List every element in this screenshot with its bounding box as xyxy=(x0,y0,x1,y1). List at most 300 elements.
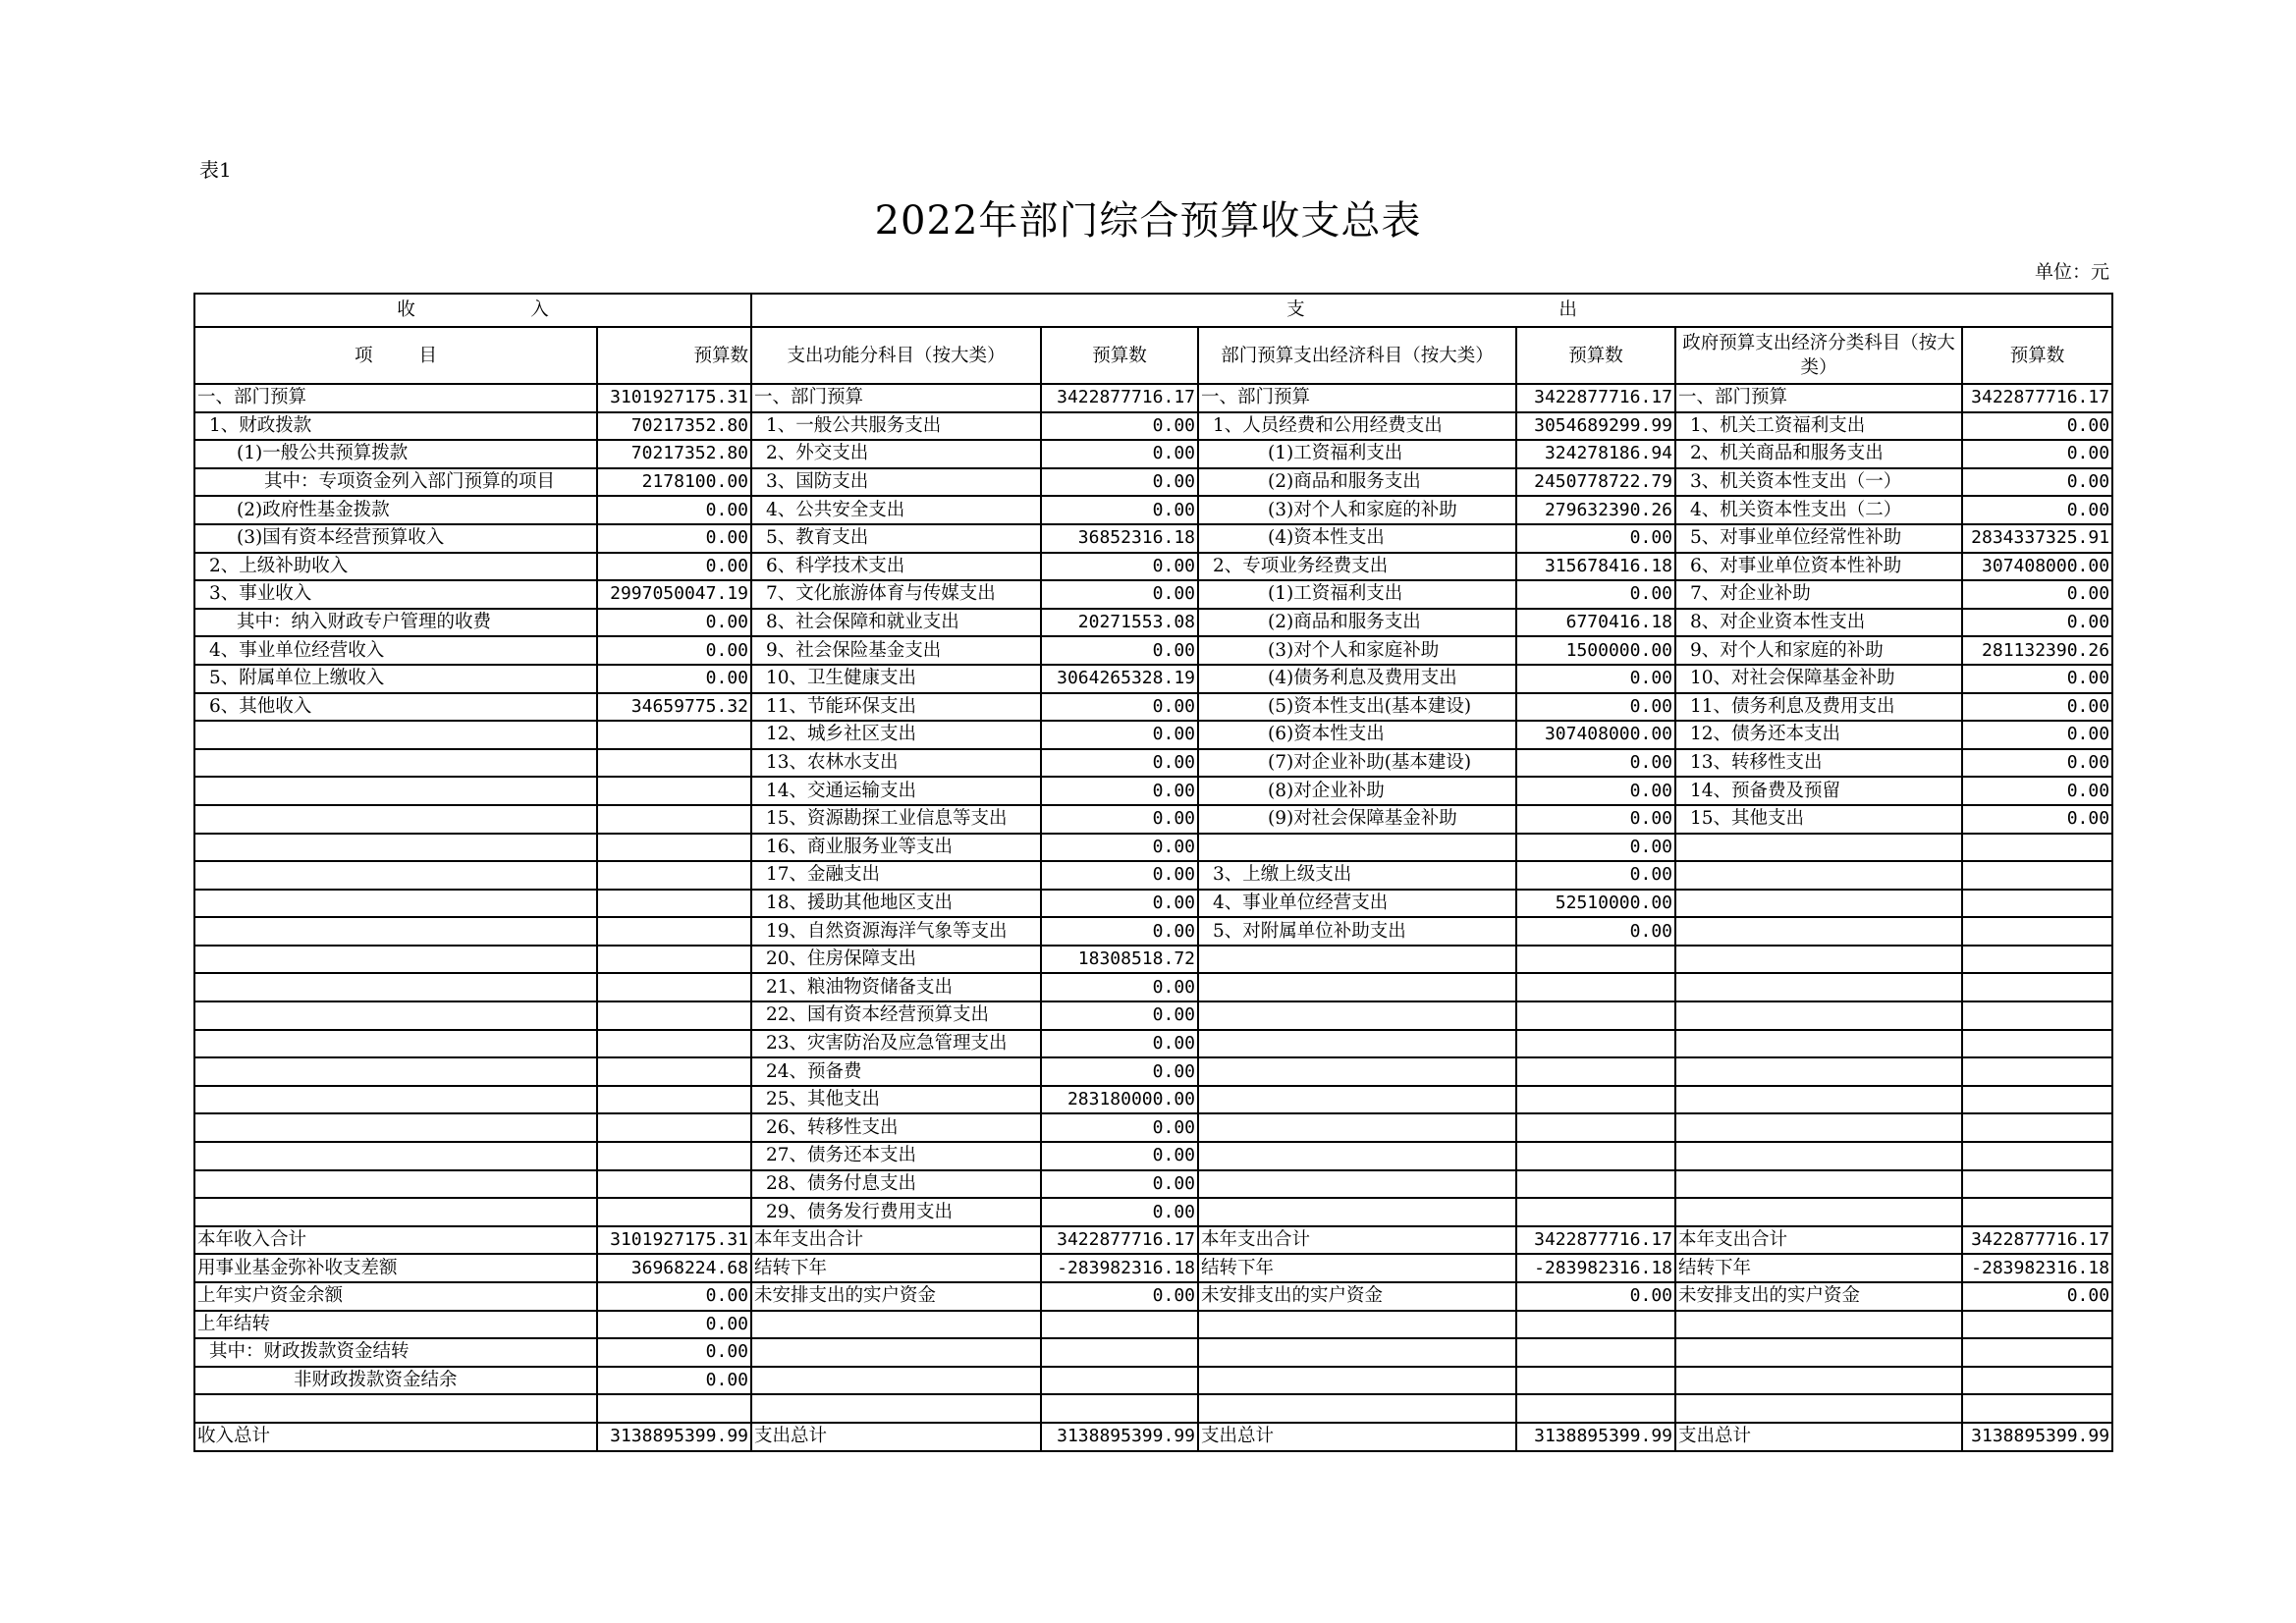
item-cell xyxy=(1198,946,1516,974)
item-cell xyxy=(751,1394,1041,1423)
item-cell: 19、自然资源海洋气象等支出 xyxy=(751,917,1041,946)
amount-cell: 0.00 xyxy=(1041,1142,1198,1170)
item-cell: 本年支出合计 xyxy=(1198,1226,1516,1255)
amount-cell: 0.00 xyxy=(1516,1282,1675,1311)
amount-cell xyxy=(1962,946,2112,974)
amount-cell: 0.00 xyxy=(1516,580,1675,609)
amount-cell: 0.00 xyxy=(1516,834,1675,862)
item-cell: 4、事业单位经营支出 xyxy=(1198,890,1516,918)
item-cell xyxy=(1675,1001,1962,1030)
item-cell: 1、财政拨款 xyxy=(194,412,597,441)
amount-cell xyxy=(1516,1367,1675,1395)
item-cell xyxy=(194,777,597,805)
item-cell xyxy=(1675,1113,1962,1142)
amount-cell: 0.00 xyxy=(1041,777,1198,805)
table-row xyxy=(194,917,2112,946)
amount-cell xyxy=(597,721,751,749)
item-cell: (4)债务利息及费用支出 xyxy=(1198,665,1516,693)
item-cell: 7、对企业补助 xyxy=(1675,580,1962,609)
item-cell xyxy=(751,1311,1041,1339)
item-cell: 支出总计 xyxy=(1675,1423,1962,1451)
item-cell xyxy=(194,805,597,834)
amount-cell: 36968224.68 xyxy=(597,1254,751,1282)
table-row xyxy=(194,665,2112,693)
amount-cell xyxy=(1516,1113,1675,1142)
amount-cell xyxy=(1516,946,1675,974)
item-cell: 13、转移性支出 xyxy=(1675,749,1962,778)
item-cell: 9、对个人和家庭的补助 xyxy=(1675,636,1962,665)
item-cell xyxy=(1198,1057,1516,1086)
amount-cell xyxy=(1516,1086,1675,1114)
item-cell xyxy=(1198,973,1516,1001)
item-cell xyxy=(194,1086,597,1114)
table-row xyxy=(194,1254,2112,1282)
item-cell xyxy=(1198,1367,1516,1395)
amount-cell xyxy=(1962,973,2112,1001)
amount-cell: 0.00 xyxy=(1041,412,1198,441)
item-cell: 本年支出合计 xyxy=(751,1226,1041,1255)
item-cell xyxy=(1198,1001,1516,1030)
amount-cell: 0.00 xyxy=(1041,973,1198,1001)
amount-cell xyxy=(1962,1338,2112,1367)
amount-cell: 3422877716.17 xyxy=(1041,384,1198,412)
item-cell xyxy=(194,1170,597,1199)
table-row xyxy=(194,1423,2112,1451)
amount-cell: 0.00 xyxy=(597,1311,751,1339)
amount-cell: -283982316.18 xyxy=(1041,1254,1198,1282)
item-cell: 收入总计 xyxy=(194,1423,597,1451)
item-cell xyxy=(194,1394,597,1423)
amount-cell: 2834337325.91 xyxy=(1962,524,2112,553)
amount-cell xyxy=(597,861,751,890)
amount-cell: 2450778722.79 xyxy=(1516,468,1675,497)
amount-cell: 0.00 xyxy=(597,1338,751,1367)
amount-cell: 3422877716.17 xyxy=(1962,1226,2112,1255)
amount-cell xyxy=(1962,890,2112,918)
table-row xyxy=(194,496,2112,524)
table-row xyxy=(194,580,2112,609)
amount-cell: 0.00 xyxy=(1041,749,1198,778)
table-row xyxy=(194,1057,2112,1086)
item-cell: (2)商品和服务支出 xyxy=(1198,609,1516,637)
amount-cell: 0.00 xyxy=(1041,861,1198,890)
amount-cell: 3422877716.17 xyxy=(1516,1226,1675,1255)
item-cell xyxy=(194,1057,597,1086)
amount-cell xyxy=(1962,1113,2112,1142)
table-row xyxy=(194,1030,2112,1058)
amount-cell xyxy=(1962,1367,2112,1395)
item-cell: (2)商品和服务支出 xyxy=(1198,468,1516,497)
amount-cell: 0.00 xyxy=(1962,609,2112,637)
item-cell: 用事业基金弥补收支差额 xyxy=(194,1254,597,1282)
item-cell: 4、机关资本性支出（二） xyxy=(1675,496,1962,524)
amount-cell xyxy=(1516,1030,1675,1058)
item-cell: 其中：纳入财政专户管理的收费 xyxy=(194,609,597,637)
amount-cell: 0.00 xyxy=(1041,468,1198,497)
amount-cell xyxy=(597,777,751,805)
item-cell xyxy=(194,946,597,974)
amount-cell xyxy=(1516,1311,1675,1339)
item-cell: 上年结转 xyxy=(194,1311,597,1339)
item-cell: 27、债务还本支出 xyxy=(751,1142,1041,1170)
amount-cell xyxy=(597,834,751,862)
item-cell: 支出总计 xyxy=(751,1423,1041,1451)
item-cell: (2)政府性基金拨款 xyxy=(194,496,597,524)
item-cell xyxy=(194,1142,597,1170)
item-cell: 2、专项业务经费支出 xyxy=(1198,553,1516,581)
item-cell: (1)工资福利支出 xyxy=(1198,580,1516,609)
functional-header: 支出功能分科目（按大类） xyxy=(751,327,1041,384)
amount-cell: 0.00 xyxy=(1041,1001,1198,1030)
item-cell: 本年收入合计 xyxy=(194,1226,597,1255)
amount-cell: 3422877716.17 xyxy=(1962,384,2112,412)
amount-cell: 0.00 xyxy=(1516,777,1675,805)
amount-cell: 0.00 xyxy=(597,665,751,693)
amount-cell xyxy=(1962,1198,2112,1226)
amount-cell xyxy=(1516,1142,1675,1170)
item-cell: 5、对事业单位经常性补助 xyxy=(1675,524,1962,553)
amount-cell xyxy=(597,1030,751,1058)
item-cell xyxy=(194,973,597,1001)
item-cell: 1、人员经费和公用经费支出 xyxy=(1198,412,1516,441)
item-cell xyxy=(1198,1198,1516,1226)
item-cell: (1)工资福利支出 xyxy=(1198,440,1516,468)
item-cell xyxy=(1198,1113,1516,1142)
item-cell: 15、资源勘探工业信息等支出 xyxy=(751,805,1041,834)
item-cell xyxy=(1198,834,1516,862)
table-row xyxy=(194,805,2112,834)
amount-cell: 0.00 xyxy=(1041,1198,1198,1226)
item-cell: 29、债务发行费用支出 xyxy=(751,1198,1041,1226)
amount-cell xyxy=(597,946,751,974)
item-cell: 16、商业服务业等支出 xyxy=(751,834,1041,862)
amount-cell xyxy=(1962,1001,2112,1030)
item-cell: 11、债务利息及费用支出 xyxy=(1675,693,1962,722)
item-cell: 一、部门预算 xyxy=(194,384,597,412)
item-cell xyxy=(194,834,597,862)
amount-cell: 0.00 xyxy=(1516,861,1675,890)
amount-cell: 0.00 xyxy=(1516,917,1675,946)
item-cell: 4、事业单位经营收入 xyxy=(194,636,597,665)
item-header: 项 目 xyxy=(194,327,597,384)
item-cell: (1)一般公共预算拨款 xyxy=(194,440,597,468)
page-title: 2022年部门综合预算收支总表 xyxy=(874,198,1422,243)
item-cell xyxy=(1198,1338,1516,1367)
item-cell xyxy=(1675,1057,1962,1086)
item-cell xyxy=(1675,946,1962,974)
header-row-top xyxy=(194,294,2112,327)
table-row xyxy=(194,468,2112,497)
amount-cell: 0.00 xyxy=(597,1282,751,1311)
amount-cell: 0.00 xyxy=(597,609,751,637)
item-cell xyxy=(1675,1311,1962,1339)
item-cell xyxy=(1675,917,1962,946)
header-row-sub xyxy=(194,327,2112,384)
amount-cell xyxy=(1962,1142,2112,1170)
item-cell xyxy=(1198,1394,1516,1423)
item-cell: 4、公共安全支出 xyxy=(751,496,1041,524)
amount-header: 预算数 xyxy=(1962,327,2112,384)
item-cell: 结转下年 xyxy=(1675,1254,1962,1282)
item-cell: 2、上级补助收入 xyxy=(194,553,597,581)
item-cell xyxy=(194,1113,597,1142)
amount-cell: 3422877716.17 xyxy=(1041,1226,1198,1255)
item-cell: 未安排支出的实户资金 xyxy=(1675,1282,1962,1311)
item-cell xyxy=(194,721,597,749)
amount-cell: 0.00 xyxy=(1516,749,1675,778)
item-cell: 9、社会保险基金支出 xyxy=(751,636,1041,665)
item-cell: (9)对社会保障基金补助 xyxy=(1198,805,1516,834)
amount-cell: 0.00 xyxy=(1041,1282,1198,1311)
item-cell xyxy=(194,917,597,946)
item-cell xyxy=(1675,973,1962,1001)
amount-cell xyxy=(597,1198,751,1226)
item-cell xyxy=(1675,1338,1962,1367)
amount-cell: 70217352.80 xyxy=(597,412,751,441)
amount-cell: 0.00 xyxy=(1962,721,2112,749)
item-cell xyxy=(1198,1170,1516,1199)
item-cell: 3、上缴上级支出 xyxy=(1198,861,1516,890)
table-row xyxy=(194,524,2112,553)
table-row xyxy=(194,1338,2112,1367)
item-cell: 28、债务付息支出 xyxy=(751,1170,1041,1199)
table-row xyxy=(194,412,2112,441)
amount-cell: 315678416.18 xyxy=(1516,553,1675,581)
item-cell: 非财政拨款资金结余 xyxy=(194,1367,597,1395)
item-cell: 1、机关工资福利支出 xyxy=(1675,412,1962,441)
item-cell: 10、对社会保障基金补助 xyxy=(1675,665,1962,693)
table-row xyxy=(194,721,2112,749)
item-cell xyxy=(194,890,597,918)
amount-cell: 307408000.00 xyxy=(1516,721,1675,749)
item-cell: 6、其他收入 xyxy=(194,693,597,722)
amount-cell xyxy=(1962,1170,2112,1199)
amount-cell: 34659775.32 xyxy=(597,693,751,722)
table-row xyxy=(194,749,2112,778)
amount-cell: 0.00 xyxy=(1041,553,1198,581)
amount-cell: 0.00 xyxy=(1041,890,1198,918)
item-cell: 13、农林水支出 xyxy=(751,749,1041,778)
item-cell: 5、附属单位上缴收入 xyxy=(194,665,597,693)
amount-cell: 3101927175.31 xyxy=(597,1226,751,1255)
item-cell: 支出总计 xyxy=(1198,1423,1516,1451)
amount-cell xyxy=(1962,1311,2112,1339)
amount-cell xyxy=(597,1057,751,1086)
item-cell: 一、部门预算 xyxy=(751,384,1041,412)
item-cell: 26、转移性支出 xyxy=(751,1113,1041,1142)
amount-cell: 3101927175.31 xyxy=(597,384,751,412)
item-cell: 未安排支出的实户资金 xyxy=(1198,1282,1516,1311)
amount-cell: 0.00 xyxy=(1041,917,1198,946)
amount-cell: 283180000.00 xyxy=(1041,1086,1198,1114)
amount-cell: 0.00 xyxy=(1962,805,2112,834)
amount-cell xyxy=(1962,1394,2112,1423)
amount-cell: 0.00 xyxy=(1041,1030,1198,1058)
amount-cell: 0.00 xyxy=(1041,721,1198,749)
item-cell xyxy=(194,749,597,778)
amount-cell: 0.00 xyxy=(1041,440,1198,468)
unit-label: 单位：元 xyxy=(2034,261,2109,283)
amount-header: 预算数 xyxy=(1516,327,1675,384)
item-cell: (3)对个人和家庭的补助 xyxy=(1198,496,1516,524)
amount-cell: 3422877716.17 xyxy=(1516,384,1675,412)
amount-cell: 0.00 xyxy=(1041,834,1198,862)
item-cell xyxy=(194,1001,597,1030)
amount-cell: 0.00 xyxy=(1516,665,1675,693)
item-cell: 12、城乡社区支出 xyxy=(751,721,1041,749)
table-row xyxy=(194,609,2112,637)
amount-cell: 0.00 xyxy=(1041,805,1198,834)
amount-cell: 6770416.18 xyxy=(1516,609,1675,637)
amount-cell: 0.00 xyxy=(1041,580,1198,609)
amount-cell: 0.00 xyxy=(597,1367,751,1395)
item-cell: 一、部门预算 xyxy=(1198,384,1516,412)
amount-cell xyxy=(1516,1394,1675,1423)
amount-cell xyxy=(597,1086,751,1114)
expense-header: 支 出 xyxy=(751,294,2112,327)
item-cell xyxy=(194,1030,597,1058)
item-cell: 22、国有资本经营预算支出 xyxy=(751,1001,1041,1030)
amount-cell xyxy=(1516,1001,1675,1030)
table-row xyxy=(194,777,2112,805)
amount-cell: 70217352.80 xyxy=(597,440,751,468)
item-cell xyxy=(1675,1367,1962,1395)
item-cell xyxy=(1675,1142,1962,1170)
item-cell xyxy=(751,1338,1041,1367)
item-cell xyxy=(1675,890,1962,918)
amount-cell xyxy=(1516,973,1675,1001)
table-row xyxy=(194,1226,2112,1255)
item-cell: 21、粮油物资储备支出 xyxy=(751,973,1041,1001)
item-cell: 5、对附属单位补助支出 xyxy=(1198,917,1516,946)
amount-cell: 0.00 xyxy=(1516,524,1675,553)
item-cell: 8、社会保障和就业支出 xyxy=(751,609,1041,637)
item-cell: 其中：专项资金列入部门预算的项目 xyxy=(194,468,597,497)
amount-cell: 0.00 xyxy=(1041,1057,1198,1086)
item-cell xyxy=(751,1367,1041,1395)
income-header: 收 入 xyxy=(194,294,751,327)
item-cell xyxy=(1675,1394,1962,1423)
amount-header: 预算数 xyxy=(1041,327,1198,384)
amount-cell: 307408000.00 xyxy=(1962,553,2112,581)
amount-cell: 0.00 xyxy=(597,524,751,553)
item-cell: 8、对企业资本性支出 xyxy=(1675,609,1962,637)
amount-cell xyxy=(597,1001,751,1030)
item-cell: 3、国防支出 xyxy=(751,468,1041,497)
item-cell: 24、预备费 xyxy=(751,1057,1041,1086)
item-cell xyxy=(1198,1311,1516,1339)
amount-cell: 2178100.00 xyxy=(597,468,751,497)
item-cell: (5)资本性支出(基本建设) xyxy=(1198,693,1516,722)
table-row xyxy=(194,440,2112,468)
item-cell: 结转下年 xyxy=(751,1254,1041,1282)
item-cell: 其中：财政拨款资金结转 xyxy=(194,1338,597,1367)
item-cell xyxy=(1675,1086,1962,1114)
item-cell: (3)国有资本经营预算收入 xyxy=(194,524,597,553)
table-row xyxy=(194,1311,2112,1339)
amount-cell xyxy=(1962,834,2112,862)
item-cell: 5、教育支出 xyxy=(751,524,1041,553)
item-cell xyxy=(194,1198,597,1226)
table-row xyxy=(194,636,2112,665)
amount-cell xyxy=(597,749,751,778)
amount-cell xyxy=(597,917,751,946)
amount-cell: 3064265328.19 xyxy=(1041,665,1198,693)
amount-cell: -283982316.18 xyxy=(1962,1254,2112,1282)
item-cell xyxy=(1675,834,1962,862)
table-row xyxy=(194,946,2112,974)
amount-cell: 0.00 xyxy=(1041,496,1198,524)
amount-cell: 18308518.72 xyxy=(1041,946,1198,974)
item-cell: 一、部门预算 xyxy=(1675,384,1962,412)
table-row xyxy=(194,1367,2112,1395)
table-row xyxy=(194,1282,2112,1311)
item-cell: 11、节能环保支出 xyxy=(751,693,1041,722)
table-row xyxy=(194,1198,2112,1226)
amount-cell: 0.00 xyxy=(1962,468,2112,497)
item-cell xyxy=(194,861,597,890)
amount-cell xyxy=(1516,1170,1675,1199)
amount-cell: 0.00 xyxy=(1516,805,1675,834)
table-row xyxy=(194,834,2112,862)
amount-cell xyxy=(597,1113,751,1142)
item-cell: 12、债务还本支出 xyxy=(1675,721,1962,749)
amount-cell xyxy=(1041,1367,1198,1395)
amount-cell: 0.00 xyxy=(1962,496,2112,524)
amount-cell xyxy=(1041,1394,1198,1423)
amount-cell: 0.00 xyxy=(1962,1282,2112,1311)
item-cell: 17、金融支出 xyxy=(751,861,1041,890)
item-cell: 14、预备费及预留 xyxy=(1675,777,1962,805)
economic-header: 部门预算支出经济科目（按大类） xyxy=(1198,327,1516,384)
item-cell: (4)资本性支出 xyxy=(1198,524,1516,553)
amount-cell: 0.00 xyxy=(597,636,751,665)
item-cell: 10、卫生健康支出 xyxy=(751,665,1041,693)
amount-cell xyxy=(1962,1057,2112,1086)
amount-cell: 0.00 xyxy=(597,496,751,524)
item-cell xyxy=(1198,1142,1516,1170)
item-cell xyxy=(1675,1198,1962,1226)
amount-cell: 0.00 xyxy=(1962,580,2112,609)
amount-cell xyxy=(597,973,751,1001)
table-row xyxy=(194,693,2112,722)
table-row xyxy=(194,384,2112,412)
item-cell: 3、事业收入 xyxy=(194,580,597,609)
amount-cell xyxy=(597,1142,751,1170)
amount-cell xyxy=(597,1394,751,1423)
amount-cell xyxy=(1962,861,2112,890)
item-cell: (6)资本性支出 xyxy=(1198,721,1516,749)
item-cell: 6、科学技术支出 xyxy=(751,553,1041,581)
table-row xyxy=(194,1170,2112,1199)
item-cell: 15、其他支出 xyxy=(1675,805,1962,834)
table-row xyxy=(194,1113,2112,1142)
amount-cell: 2997050047.19 xyxy=(597,580,751,609)
amount-cell xyxy=(1962,1086,2112,1114)
amount-cell: 3138895399.99 xyxy=(1041,1423,1198,1451)
table-row xyxy=(194,861,2112,890)
amount-cell: 0.00 xyxy=(1516,693,1675,722)
amount-cell xyxy=(597,890,751,918)
item-cell: (8)对企业补助 xyxy=(1198,777,1516,805)
item-cell: 25、其他支出 xyxy=(751,1086,1041,1114)
amount-cell xyxy=(1516,1198,1675,1226)
amount-cell xyxy=(1962,1030,2112,1058)
item-cell xyxy=(1675,861,1962,890)
amount-cell xyxy=(1516,1338,1675,1367)
amount-cell: 3138895399.99 xyxy=(1516,1423,1675,1451)
amount-cell: 0.00 xyxy=(1962,693,2112,722)
